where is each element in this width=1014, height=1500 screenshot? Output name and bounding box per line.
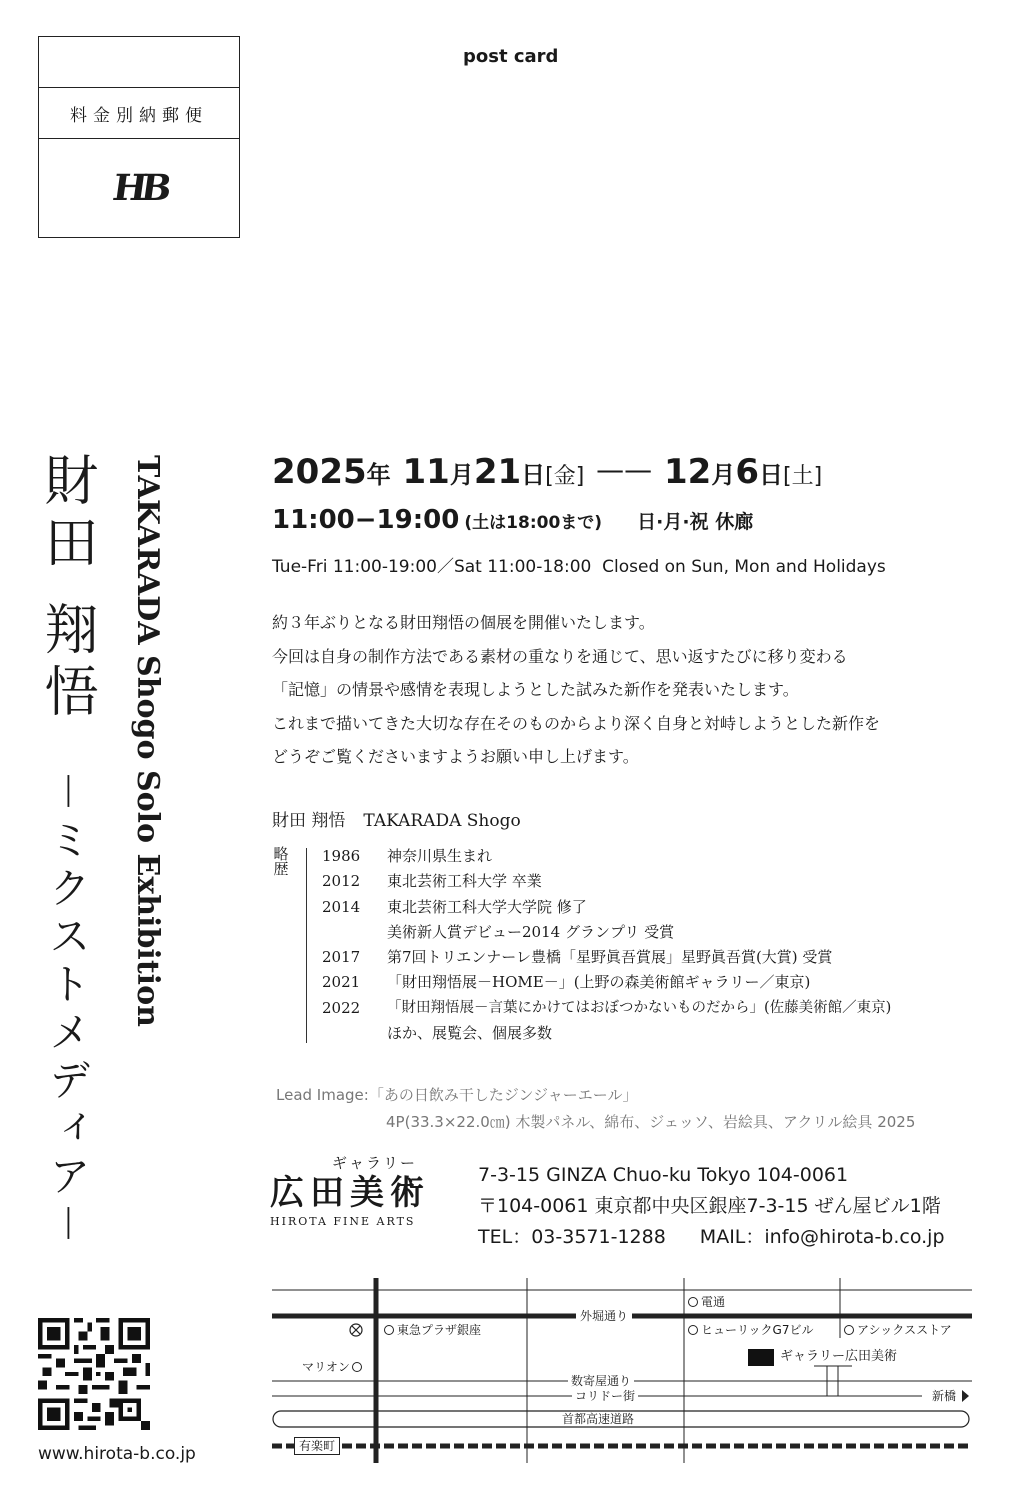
opening-hours: 11:00−19:00 (土は18:00まで) 日·月·祝 休廊 [272, 505, 754, 535]
exhibition-dates: 2025年 11月21日[金] —— 12月6日[土] [272, 452, 823, 492]
gallery-monogram-logo: HB [109, 167, 169, 209]
postage-box [38, 36, 240, 238]
map-label-hulic: ヒューリックG7ビル [688, 1323, 813, 1337]
qr-code[interactable] [38, 1318, 150, 1430]
bio-divider [306, 848, 307, 1043]
map-label-sukiyabashi: 数寄屋通り [568, 1374, 634, 1388]
opening-hours-en: Tue-Fri 11:00-19:00／Sat 11:00-18:00 Closed on Sun, Mon and Holidays [272, 557, 886, 577]
bio-heading: 財田 翔悟 TAKARADA Shogo [272, 811, 521, 831]
bio-list [322, 844, 891, 1046]
qr-code-graphic [38, 1318, 150, 1430]
map-label-corridor: コリドー街 [572, 1389, 638, 1403]
map-label-sotobori: 外堀通り [576, 1309, 632, 1323]
exhibition-title-vertical: TAKARADA Shogo Solo Exhibition [130, 455, 165, 1027]
lead-image-credit: Lead Image:「あの日飲み干したジンジャーエール」 4P(33.3×22.0㎝) 木製パネル、綿布、ジェッソ、岩絵具、アクリル絵具 2025 [276, 1086, 916, 1131]
bio-entry: 1986 神奈川県生まれ [322, 847, 493, 865]
map-label-expressway: 首都高速道路 [562, 1412, 635, 1426]
subtitle-vertical: －ミクストメディア－ [43, 770, 92, 1251]
map-label-dentsu: 電通 [688, 1295, 725, 1309]
map-label-shinbashi: 新橋 [932, 1389, 957, 1403]
bio-entry: 2014 東北芸術工科大学大学院 修了 [322, 897, 587, 916]
bio-entry: 2022 「財田翔悟展－言葉にかけてはおぼつかないものだから」(佐藤美術館／東京) [322, 998, 892, 1017]
map-label-tokyu-plaza: 東急プラザ銀座 [384, 1323, 481, 1337]
bio-entry: ほか、展覧会、個展多数 [387, 1024, 553, 1043]
gallery-logo: ギャラリー 広田美術 HIROTA FINE ARTS [270, 1154, 430, 1228]
intro-text: 約３年ぶりとなる財田翔悟の個展を開催いたします。 今回は自身の制作方法である素材の重なりを通じて、思い返すたびに移り変わる 「記憶」の情景や感情を表現しようとした試みた新作を発表いたします。 これまで描いてきた大切な存在そのものからより深く自身と対峙しようとした新作を どうぞご覧くださいますようお願い申し上げます。 [272, 613, 881, 766]
bio-label: 略歴 [271, 846, 290, 876]
artist-name-vertical: 財田 翔悟 [36, 452, 99, 726]
bio-entry: 美術新人賞デビュー2014 グランプリ 受賞 [387, 922, 675, 941]
bio-entry: 2021 「財田翔悟展－HOME－」(上野の森美術館ギャラリー／東京) [322, 973, 811, 992]
map-label-gallery: ギャラリー広田美術 [780, 1349, 898, 1364]
map-label-asics: アシックスストア [844, 1323, 952, 1337]
map-label-yurakucho: 有楽町 [294, 1437, 340, 1455]
map-label-marion: マリオン [302, 1360, 365, 1374]
gallery-contact: 7-3-15 GINZA Chuo-ku Tokyo 104-0061 〒104-0061 東京都中央区銀座7-3-15 ぜん屋ビル1階 TEL：03-3571-1288 MAIL：info@hirota-b.co.jp [478, 1164, 945, 1248]
bio-entry: 2017 第7回トリエンナーレ豊橋「星野眞吾賞展」星野眞吾賞(大賞) 受賞 [322, 948, 833, 967]
postage-text: 料金別納郵便 [39, 88, 239, 139]
website-url[interactable]: www.hirota-b.co.jp [38, 1444, 196, 1464]
postcard-label: post card [463, 46, 559, 67]
access-map [272, 1278, 972, 1478]
bio-entry: 2012 東北芸術工科大学 卒業 [322, 872, 542, 891]
